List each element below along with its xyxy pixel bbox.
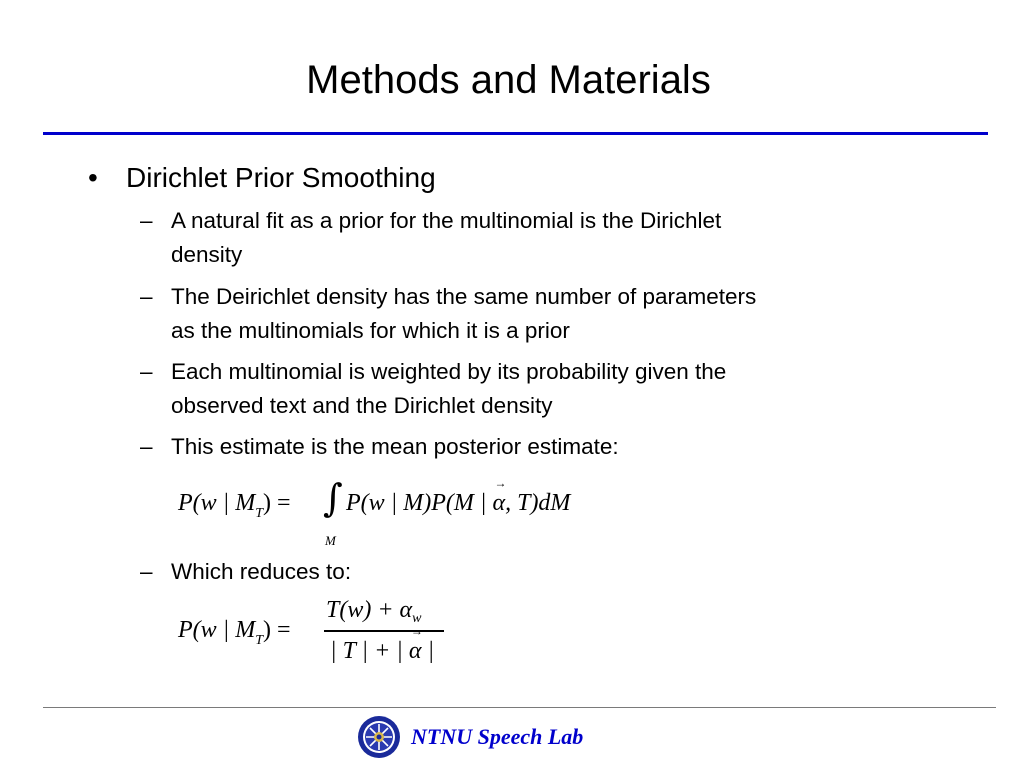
equation-mean-posterior bbox=[178, 490, 291, 522]
dash-icon: – bbox=[140, 559, 153, 584]
sub-bullet-5-line1: Which reduces to: bbox=[171, 559, 352, 584]
integral-symbol: ∫ bbox=[323, 476, 343, 520]
integral-subscript: M bbox=[325, 533, 336, 548]
lab-name: NTNU Speech Lab bbox=[411, 724, 584, 749]
eq1-rhs bbox=[346, 490, 570, 517]
sub-bullet-3-line1: Each multinomial is weighted by its probability given the bbox=[171, 359, 727, 384]
eq1-lhs-sub: T bbox=[255, 506, 264, 521]
eq2-numerator bbox=[326, 597, 421, 627]
eq2-numerator-sub: w bbox=[412, 611, 422, 626]
eq1-lhs-end: ) = bbox=[263, 490, 291, 516]
equation-reduced bbox=[178, 617, 291, 649]
fraction-bar bbox=[324, 630, 444, 632]
title-divider bbox=[43, 132, 988, 135]
bullet-icon: • bbox=[88, 162, 98, 193]
sub-bullet-3-line2: observed text and the Dirichlet density bbox=[171, 393, 553, 418]
dash-icon: – bbox=[140, 284, 153, 309]
main-bullet-text: Dirichlet Prior Smoothing bbox=[126, 162, 436, 193]
eq2-lhs: P(w | M bbox=[178, 617, 256, 643]
eq2-lhs-sub: T bbox=[255, 633, 264, 648]
sub-bullet-4-line1: This estimate is the mean posterior estimate: bbox=[171, 434, 619, 459]
sub-bullet-1-line2: density bbox=[171, 242, 243, 267]
sub-bullet-2-line2: as the multinomials for which it is a prior bbox=[171, 318, 570, 343]
dash-icon: – bbox=[140, 208, 153, 233]
eq2-numerator-text: T(w) + α bbox=[326, 597, 413, 623]
slide-title: Methods and Materials bbox=[306, 58, 711, 102]
alpha-vector: → α bbox=[409, 638, 422, 665]
ntnu-emblem-icon bbox=[357, 715, 401, 759]
eq2-denominator-end: | bbox=[421, 638, 435, 664]
dash-icon: – bbox=[140, 359, 153, 384]
footer-divider bbox=[43, 707, 996, 708]
eq2-lhs-end: ) = bbox=[263, 617, 291, 643]
alpha-vector: → α bbox=[492, 490, 505, 517]
eq1-rhs-end: , T)dM bbox=[505, 490, 571, 516]
eq2-denominator-start: | T | + | bbox=[330, 638, 409, 664]
sub-bullet-2-line1: The Deirichlet density has the same number of parameters bbox=[171, 284, 757, 309]
eq1-lhs: P(w | M bbox=[178, 490, 256, 516]
sub-bullet-1-line1: A natural fit as a prior for the multinomial is the Dirichlet bbox=[171, 208, 722, 233]
eq1-rhs-start: P(w | M)P(M | bbox=[346, 490, 493, 516]
eq2-denominator bbox=[330, 638, 434, 665]
dash-icon: – bbox=[140, 434, 153, 459]
